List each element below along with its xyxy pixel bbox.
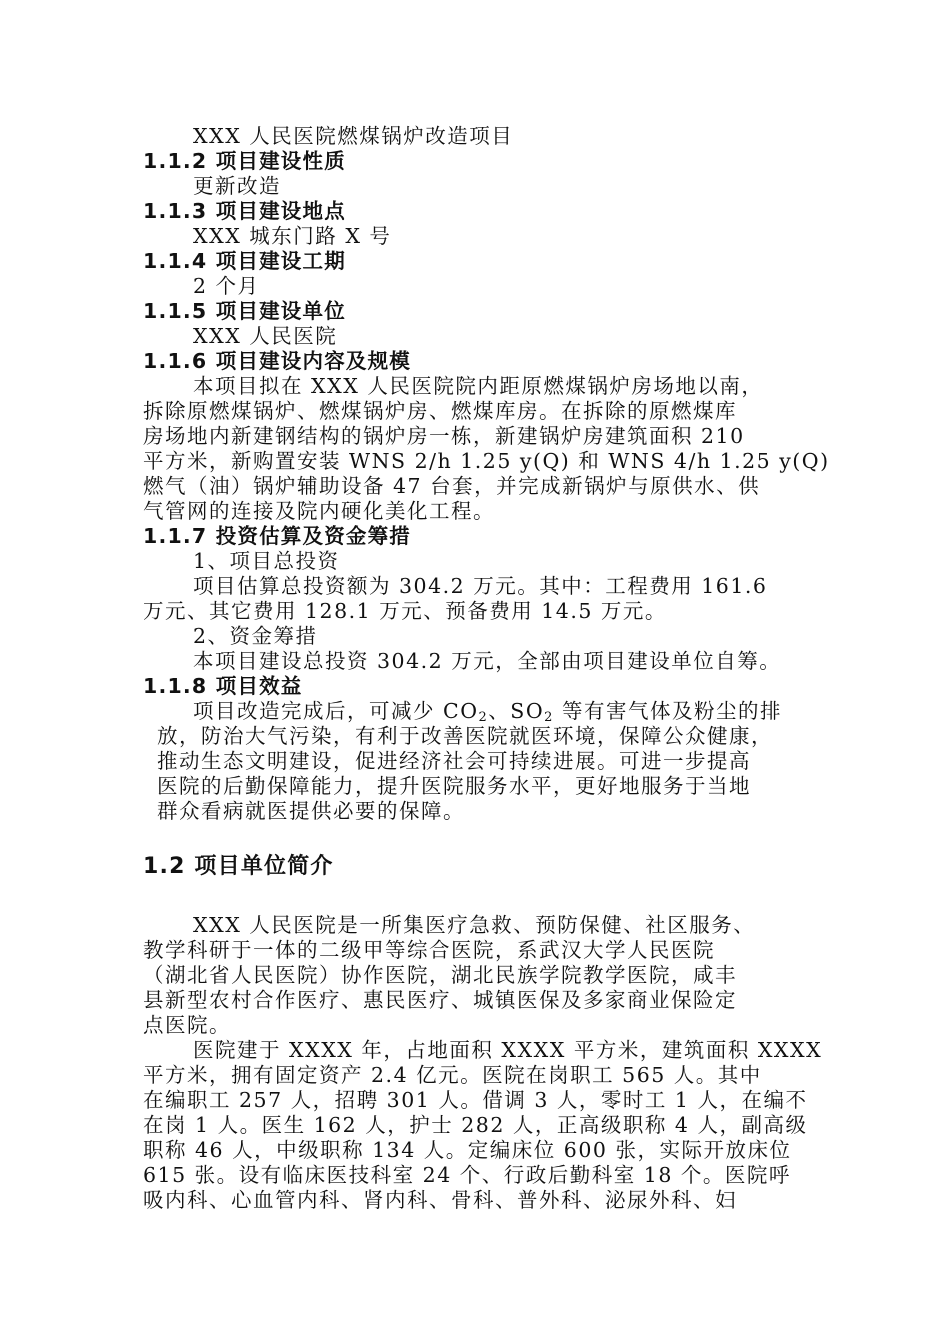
intro-line: 点医院。 <box>143 1013 231 1037</box>
intro-line: XXX 人民医院是一所集医疗急救、预防保健、社区服务、 <box>193 913 756 937</box>
hospital-line: 在岗 1 人。医生 162 人，护士 282 人，正高级职称 4 人，副高级 <box>143 1113 808 1137</box>
subheading-total-investment: 1、项目总投资 <box>193 549 340 573</box>
content-line: 燃气（油）锅炉辅助设备 47 台套，并完成新锅炉与原供水、供 <box>143 474 761 498</box>
project-name: XXX 人民医院燃煤锅炉改造项目 <box>193 124 514 148</box>
heading-1-1-4: 1.1.4 项目建设工期 <box>143 249 346 273</box>
heading-1-2: 1.2 项目单位简介 <box>143 854 334 879</box>
benefit-line: 放，防治大气污染，有利于改善医院就医环境，保障公众健康， <box>157 724 773 748</box>
hospital-line: 职称 46 人，中级职称 134 人。定编床位 600 张，实际开放床位 <box>143 1138 792 1162</box>
intro-line: 县新型农村合作医疗、惠民医疗、城镇医保及多家商业保险定 <box>143 988 737 1012</box>
subheading-fundraising: 2、资金筹措 <box>193 624 318 648</box>
hospital-line: 在编职工 257 人，招聘 301 人。借调 3 人，零时工 1 人，在编不 <box>143 1088 808 1112</box>
construction-period: 2 个月 <box>193 274 260 298</box>
heading-1-1-6: 1.1.6 项目建设内容及规模 <box>143 349 412 373</box>
content-line: 气管网的连接及院内硬化美化工程。 <box>143 499 495 523</box>
construction-unit: XXX 人民医院 <box>193 324 338 348</box>
content-line: 房场地内新建钢结构的锅炉房一栋，新建锅炉房建筑面积 210 <box>143 424 745 448</box>
benefit-line: 项目改造完成后，可减少 $CO_2$、$SO_2$ 等有害气体及粉尘的排 <box>193 699 782 725</box>
content-line: 平方米，新购置安装 WNS 2/h 1.25 y(Q) 和 WNS 4/h 1.25 y(Q) <box>143 449 830 473</box>
intro-line: 教学科研于一体的二级甲等综合医院，系武汉大学人民医院 <box>143 938 715 962</box>
content-line: 本项目拟在 XXX 人民医院院内距原燃煤锅炉房场地以南， <box>193 374 764 398</box>
heading-1-1-3: 1.1.3 项目建设地点 <box>143 199 346 223</box>
investment-line: 项目估算总投资额为 304.2 万元。其中：工程费用 161.6 <box>193 574 768 598</box>
heading-1-1-2: 1.1.2 项目建设性质 <box>143 149 346 173</box>
benefit-line: 推动生态文明建设，促进经济社会可持续进展。可进一步提高 <box>157 749 751 773</box>
benefit-line: 医院的后勤保障能力，提升医院服务水平，更好地服务于当地 <box>157 774 751 798</box>
hospital-line: 吸内科、心血管内科、肾内科、骨科、普外科、泌尿外科、妇 <box>143 1188 737 1212</box>
hospital-line: 平方米，拥有固定资产 2.4 亿元。医院在岗职工 565 人。其中 <box>143 1063 762 1087</box>
content-line: 拆除原燃煤锅炉、燃煤锅炉房、燃煤库房。在拆除的原燃煤库 <box>143 399 737 423</box>
heading-1-1-7: 1.1.7 投资估算及资金筹措 <box>143 524 412 548</box>
construction-nature: 更新改造 <box>193 174 281 198</box>
heading-1-1-5: 1.1.5 项目建设单位 <box>143 299 346 323</box>
hospital-line: 医院建于 XXXX 年，占地面积 XXXX 平方米，建筑面积 XXXX <box>193 1038 823 1062</box>
heading-1-1-8: 1.1.8 项目效益 <box>143 674 303 698</box>
benefit-line: 群众看病就医提供必要的保障。 <box>157 799 465 823</box>
construction-location: XXX 城东门路 X 号 <box>193 224 392 248</box>
intro-line: （湖北省人民医院）协作医院，湖北民族学院教学医院，咸丰 <box>143 963 737 987</box>
fundraising-line: 本项目建设总投资 304.2 万元，全部由项目建设单位自筹。 <box>193 649 782 673</box>
hospital-line: 615 张。设有临床医技科室 24 个、行政后勤科室 18 个。医院呼 <box>143 1163 791 1187</box>
investment-line: 万元、其它费用 128.1 万元、预备费用 14.5 万元。 <box>143 599 667 623</box>
